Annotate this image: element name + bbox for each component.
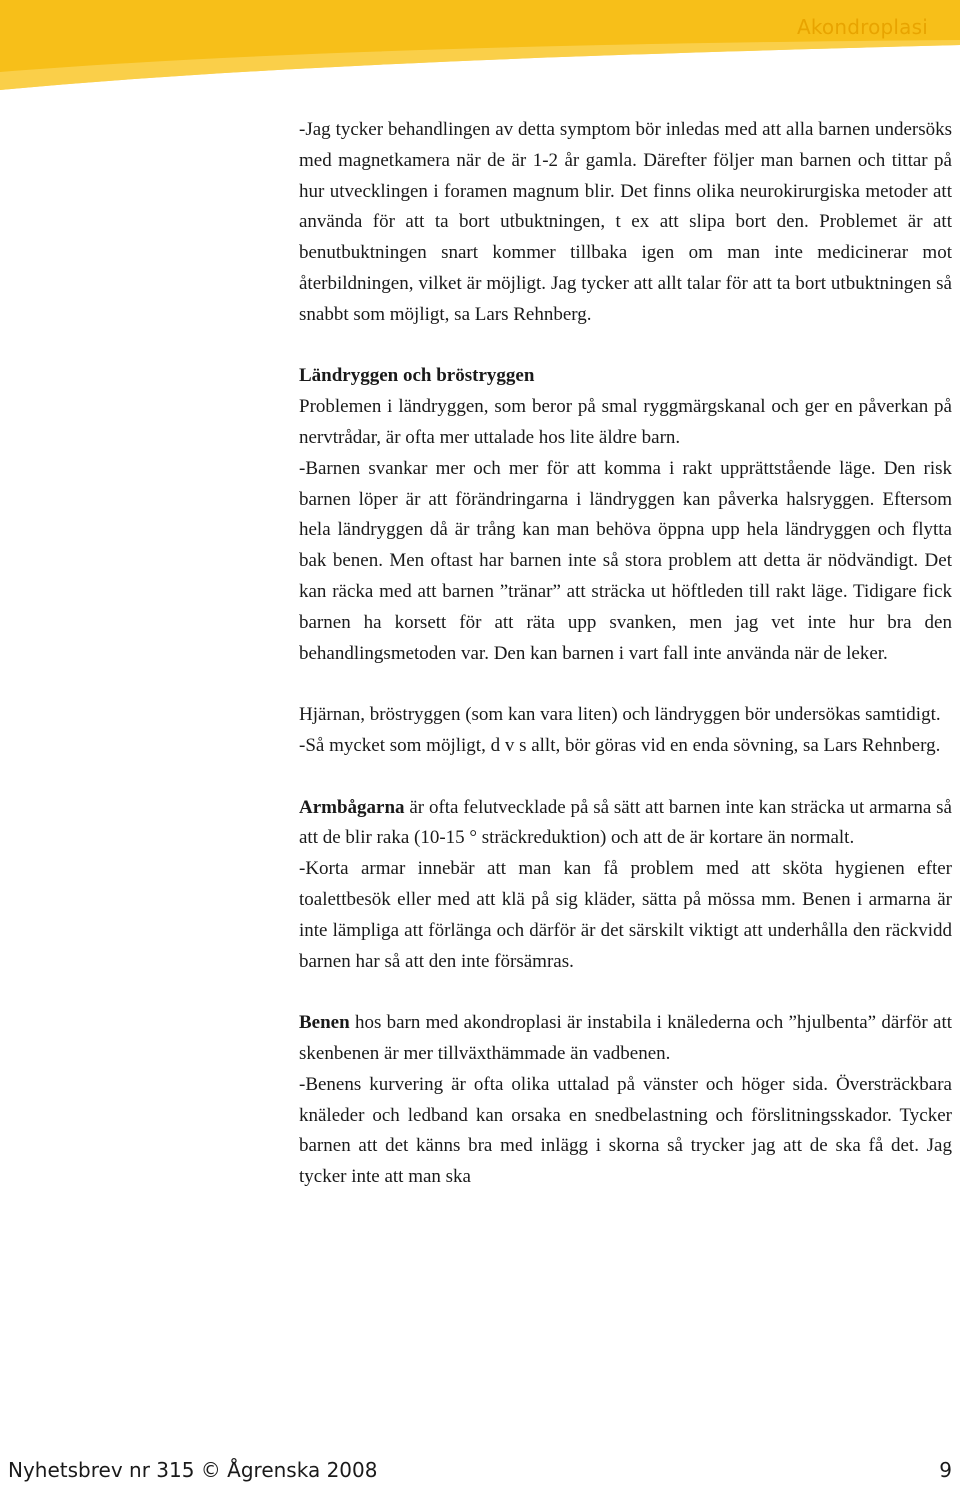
legs-lead: Benen <box>299 1012 350 1034</box>
paragraph-lumbar-intro: Problemen i ländryggen, som beror på smal ryggmärgskanal och ger en påverkan på nervtrådar, är ofta mer uttalade hos lite äldre barn. <box>299 396 952 448</box>
paragraph-elbows <box>299 793 952 855</box>
article-body <box>299 115 952 1193</box>
header-title: Akondroplasi <box>796 15 928 39</box>
elbows-text: är ofta felutvecklade på så sätt att barnen inte kan sträcka ut armarna så att de blir raka (10-15 ° sträckreduktion) och att de är kortare än normalt. <box>299 796 952 849</box>
paragraph-leg-curvature: -Benens kurvering är ofta olika uttalad på vänster och höger sida. Översträckbara knäleder och ledband kan orsaka en snedbelastning och förslitningsskador. Tycker barnen att det känns bra med inlägg i skorna så trycker jag att de ska få det. Jag tycker inte att man ska <box>299 1073 952 1188</box>
page-number: 9 <box>939 1458 952 1482</box>
footer-publication: Nyhetsbrev nr 315 © Ågrenska 2008 <box>8 1458 378 1482</box>
page-footer <box>0 1458 960 1488</box>
paragraph-legs <box>299 1008 952 1070</box>
elbows-lead: Armbågarna <box>299 796 405 818</box>
paragraph-examination: Hjärnan, bröstryggen (som kan vara liten) och ländryggen bör undersökas samtidigt. <box>299 704 941 726</box>
paragraph-short-arms: -Korta armar innebär att man kan få problem med att sköta hygienen efter toalettbesök eller med att klä på sig kläder, sätta på mössa mm. Benen i armarna är inte lämpliga att förlänga och därför är det särskilt viktigt att underhålla den räckvidd barnen har så att den inte försämras. <box>299 858 952 972</box>
paragraph-foramen: -Jag tycker behandlingen av detta symptom bör inledas med att alla barnen undersöks med magnetkamera när de är 1-2 år gamla. Därefter följer man barnen och tittar på hur utvecklingen i foramen magnum blir. Det finns olika neurokirurgiska metoder att använda för att ta bort utbuktningen, t ex att slipa bort den. Problemet är att benutbuktningen snart kommer tillbaka igen om man inte medicinerar mot återbildningen, vilket är möjligt. Jag tycker att allt talar för att ta bort utbuktningen så snabbt som möjligt, sa Lars Rehnberg. <box>299 119 952 325</box>
paragraph-anesthesia: -Så mycket som möjligt, d v s allt, bör göras vid en enda sövning, sa Lars Rehnberg. <box>299 734 941 756</box>
legs-text: hos barn med akondroplasi är instabila i knälederna och ”hjulbenta” därför att skenbenen är mer tillväxthämmade än vadbenen. <box>299 1012 952 1064</box>
section-heading-lumbar: Ländryggen och bröstryggen <box>299 365 535 387</box>
header-band <box>0 0 960 90</box>
paragraph-lumbar-quote: -Barnen svankar mer och mer för att komma i rakt upprättstående läge. Den risk barnen löper är att förändringarna i ländryggen kan påverka halsryggen. Eftersom hela ländryggen då är trång kan man behöva öppna upp hela ländryggen och flytta bak benen. Men oftast har barnen inte så stora problem att detta är nödvändigt. Det kan räcka med att barnen ”tränar” att sträcka ut höftleden till rakt läge. Tidigare fick barnen ha korsett för att räta upp svanken, men jag vet inte hur bra den behandlingsmetoden var. Den kan barnen i vart fall inte använda när de leker. <box>299 457 952 664</box>
